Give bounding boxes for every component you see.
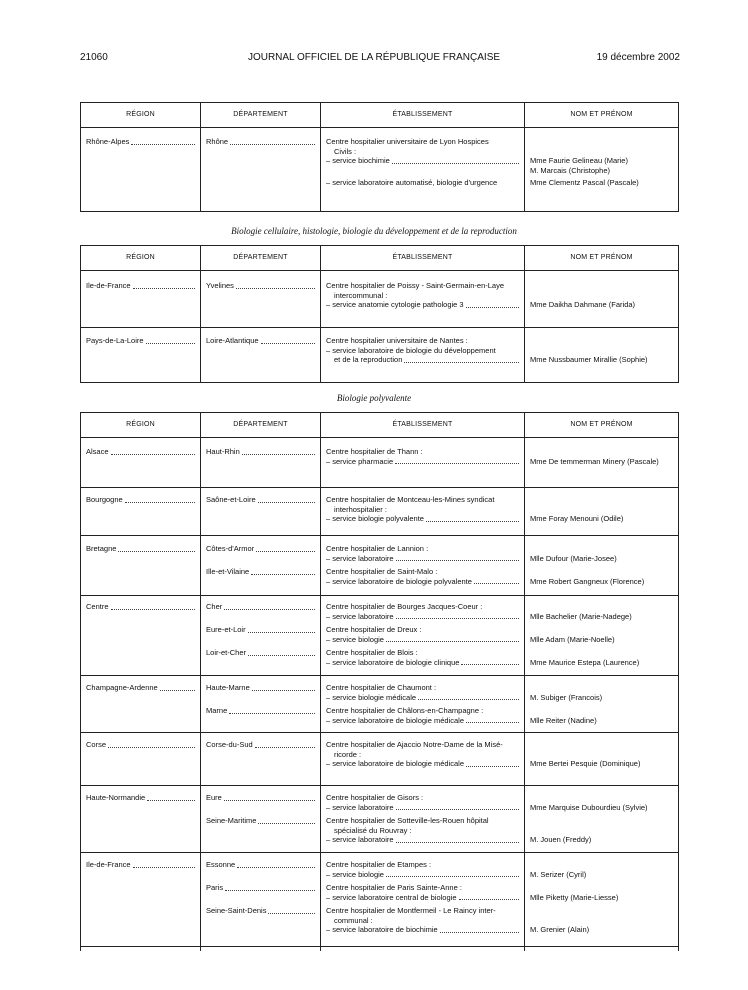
nom-cell: Mlle Piketty (Marie-Liesse) — [530, 892, 619, 902]
table-row — [81, 596, 679, 622]
etablissement-line: Centre hospitalier de Montfermeil - Le Raincy inter- — [326, 906, 496, 915]
service-line: – service laboratoire de biochimie — [326, 925, 438, 934]
col-header-region: RÉGION — [81, 413, 201, 438]
departement-cell: Saône-et-Loire — [206, 495, 256, 504]
etablissement-line: interhospitalier : — [334, 504, 387, 514]
table-row — [81, 853, 679, 880]
table-row — [81, 271, 679, 328]
col-header-departement: DÉPARTEMENT — [201, 246, 321, 271]
region-cell: Centre — [86, 602, 109, 611]
col-header-etablissement: ÉTABLISSEMENT — [321, 413, 525, 438]
nom-cell: M. Marcais (Christophe) — [530, 165, 611, 175]
region-cell: Rhône-Alpes — [86, 137, 130, 146]
table-row — [81, 328, 679, 383]
table-row — [81, 902, 679, 947]
departement-cell: Haut-Rhin — [206, 447, 240, 456]
etablissement-line: Centre hospitalier de Ajaccio Notre-Dame de la Misé- — [326, 740, 503, 749]
etablissement-line: ricorde : — [334, 749, 362, 759]
nom-cell: Mme Robert Gangneux (Florence) — [530, 576, 645, 586]
nom-cell: Mme Faurie Gelineau (Marie) — [530, 156, 628, 165]
table-3 — [80, 412, 679, 951]
etablissement-line: Centre hospitalier de Thann : — [326, 447, 423, 456]
col-header-nom: NOM ET PRÉNOM — [525, 413, 679, 438]
service-line: – service biologie médicale — [326, 692, 417, 702]
nom-cell: M. Subiger (Francois) — [530, 692, 603, 702]
service-line: – service laboratoire — [326, 553, 394, 563]
nom-cell: Mlle Bachelier (Marie-Nadege) — [530, 611, 632, 621]
nom-cell: Mme Foray Menouni (Odile) — [530, 514, 624, 523]
etablissement-line: communal : — [334, 915, 373, 925]
service-line: – service laboratoire de biologie médicale — [326, 759, 464, 768]
table-row — [81, 563, 679, 596]
table-row — [81, 438, 679, 488]
departement-cell: Rhône — [206, 137, 229, 146]
table-header-row — [81, 246, 679, 271]
etablissement-line: Centre hospitalier de Poissy - Saint-Germain-en-Laye — [326, 281, 504, 290]
service-line: et de la reproduction — [334, 355, 403, 364]
col-header-departement: DÉPARTEMENT — [201, 103, 321, 128]
departement-cell: Corse-du-Sud — [206, 740, 253, 749]
departement-cell: Loire-Atlantique — [206, 336, 259, 345]
service-line: – service laboratoire de biologie polyvalente — [326, 576, 472, 586]
etablissement-line: Centre hospitalier de Gisors : — [326, 793, 424, 802]
table-row — [81, 644, 679, 676]
etablissement-line: Centre hospitalier de Châlons-en-Champagne : — [326, 706, 484, 715]
nom-cell: M. Grenier (Alain) — [530, 925, 590, 934]
etablissement-line: Centre hospitalier de Montceau-les-Mines syndicat — [326, 495, 495, 504]
region-cell: Champagne-Ardenne — [86, 683, 158, 692]
departement-cell: Cher — [206, 602, 223, 611]
table-row — [81, 536, 679, 564]
table-row — [81, 128, 679, 212]
etablissement-line: Centre hospitalier de Etampes : — [326, 860, 432, 869]
region-cell: Bourgogne — [86, 495, 123, 504]
etablissement-line: Centre hospitalier universitaire de Nantes : — [326, 336, 468, 345]
table-row — [81, 812, 679, 853]
etablissement-line: intercommunal : — [334, 290, 388, 300]
table-row — [81, 702, 679, 733]
nom-cell: Mme Bertei Pesquie (Dominique) — [530, 759, 641, 768]
nom-cell: Mme Marquise Dubourdieu (Sylvie) — [530, 802, 648, 812]
nom-cell: M. Serizer (Cyril) — [530, 869, 587, 879]
service-line: – service pharmacie — [326, 456, 394, 466]
service-line: – service biologie — [326, 634, 384, 644]
etablissement-line: spécialisé du Rouvray : — [334, 825, 412, 835]
departement-cell: Haute-Marne — [206, 683, 250, 692]
etablissement-line: Centre hospitalier de Blois : — [326, 648, 418, 657]
table-row — [81, 786, 679, 813]
section-title: Biologie cellulaire, histologie, biologie du développement et de la reproduction — [231, 226, 517, 236]
nom-cell: M. Jouen (Freddy) — [530, 835, 592, 844]
region-cell: Pays-de-La-Loire — [86, 336, 144, 345]
service-line: – service laboratoire de biologie clinique — [326, 657, 460, 667]
etablissement-line: Centre hospitalier de Paris Sainte-Anne : — [326, 883, 462, 892]
service-line: – service biologie polyvalente — [326, 514, 424, 523]
etablissement-line: Centre hospitalier de Bourges Jacques-Coeur : — [326, 602, 483, 611]
service-line: – service laboratoire — [326, 611, 394, 621]
table-row — [81, 621, 679, 644]
page-number: 21060 — [80, 52, 108, 63]
col-header-nom: NOM ET PRÉNOM — [525, 246, 679, 271]
table-header-row — [81, 103, 679, 128]
table-row — [81, 488, 679, 536]
etablissement-line: Centre hospitalier de Dreux : — [326, 625, 422, 634]
service-line: – service laboratoire — [326, 802, 394, 812]
etablissement-line: Centre hospitalier de Sotteville-les-Rouen hôpital — [326, 816, 489, 825]
nom-cell: Mme Daikha Dahmane (Farida) — [530, 300, 636, 309]
col-header-departement: DÉPARTEMENT — [201, 413, 321, 438]
nom-cell: Mme Clementz Pascal (Pascale) — [530, 178, 639, 187]
service-line: – service anatomie cytologie pathologie 3 — [326, 300, 464, 309]
service-line: – service laboratoire central de biologie — [326, 892, 457, 902]
etablissement-line: Civils : — [334, 146, 357, 156]
region-cell: Alsace — [86, 447, 109, 456]
etablissement-line: Centre hospitalier universitaire de Lyon Hospices — [326, 137, 489, 146]
region-cell: Bretagne — [86, 544, 117, 553]
table-row — [81, 733, 679, 786]
table-1 — [80, 102, 679, 212]
departement-cell: Essonne — [206, 860, 236, 869]
etablissement-line: Centre hospitalier de Chaumont : — [326, 683, 437, 692]
departement-cell: Marne — [206, 706, 228, 715]
service-line: – service laboratoire — [326, 835, 394, 844]
service-line: – service biochimie — [326, 156, 390, 165]
departement-cell: Seine-Saint-Denis — [206, 906, 267, 915]
table-header-row — [81, 413, 679, 438]
departement-cell: Paris — [206, 883, 224, 892]
departement-cell: Seine-Maritime — [206, 816, 257, 825]
section-title: Biologie polyvalente — [336, 393, 412, 403]
table-2 — [80, 245, 679, 383]
nom-cell: Mlle Reiter (Nadine) — [530, 715, 597, 725]
service-line: – service laboratoire automatisé, biologie d'urgence — [326, 178, 498, 187]
nom-cell: Mlle Dufour (Marie-Josee) — [530, 553, 617, 563]
col-header-etablissement: ÉTABLISSEMENT — [321, 103, 525, 128]
table-row — [81, 676, 679, 703]
departement-cell: Yvelines — [206, 281, 234, 290]
service-line: – service biologie — [326, 869, 384, 879]
region-cell: Haute-Normandie — [86, 793, 146, 802]
departement-cell: Ille-et-Vilaine — [206, 567, 250, 576]
region-cell: Corse — [86, 740, 107, 749]
col-header-region: RÉGION — [81, 246, 201, 271]
etablissement-line: Centre hospitalier de Saint-Malo : — [326, 567, 438, 576]
col-header-nom: NOM ET PRÉNOM — [525, 103, 679, 128]
publication-date: 19 décembre 2002 — [596, 52, 680, 63]
region-cell: Ile-de-France — [86, 281, 131, 290]
nom-cell: Mme Maurice Estepa (Laurence) — [530, 657, 640, 667]
service-line: – service laboratoire de biologie médicale — [326, 715, 464, 725]
journal-title: JOURNAL OFFICIEL DE LA RÉPUBLIQUE FRANÇAISE — [247, 52, 501, 63]
departement-cell: Côtes-d'Armor — [206, 544, 255, 553]
departement-cell: Eure — [206, 793, 222, 802]
table-row — [81, 947, 679, 952]
etablissement-line: Centre hospitalier de Lannion : — [326, 544, 429, 553]
nom-cell: Mme Nussbaumer Mirallie (Sophie) — [530, 355, 648, 364]
nom-cell: Mlle Adam (Marie-Noelle) — [530, 634, 615, 644]
col-header-region: RÉGION — [81, 103, 201, 128]
departement-cell: Loir-et-Cher — [206, 648, 247, 657]
col-header-etablissement: ÉTABLISSEMENT — [321, 246, 525, 271]
departement-cell: Eure-et-Loir — [206, 625, 246, 634]
nom-cell: Mme De temmerman Minery (Pascale) — [530, 456, 659, 466]
table-row — [81, 879, 679, 902]
service-line: – service laboratoire de biologie du développement — [326, 345, 496, 355]
region-cell: Ile-de-France — [86, 860, 131, 869]
